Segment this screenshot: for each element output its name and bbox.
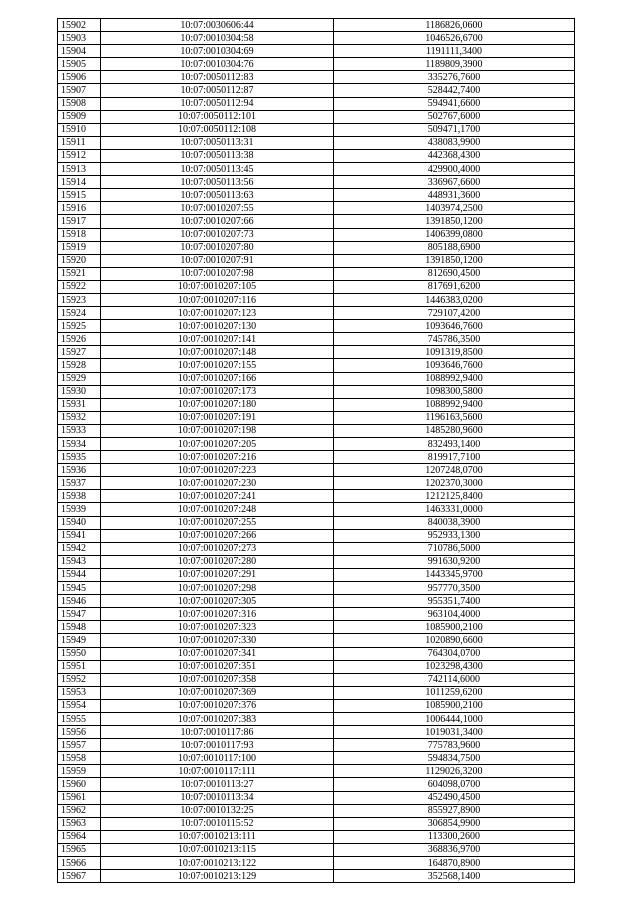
value-cell: 1093646,7600 [334,320,575,333]
table-row [58,123,575,136]
table-row [58,870,575,883]
value-cell: 502767,6000 [334,110,575,123]
table-row [58,58,575,71]
table-row [58,477,575,490]
cadastral-number-cell: 10:07:0010213:122 [101,857,334,870]
value-cell: 604098,0700 [334,778,575,791]
row-number-cell: 15926 [58,333,101,346]
row-number-cell: 15939 [58,503,101,516]
cadastral-number-cell: 10:07:0010304:58 [101,32,334,45]
table-row [58,778,575,791]
cadastral-number-cell: 10:07:0010207:205 [101,438,334,451]
table-row [58,438,575,451]
table-row [58,503,575,516]
value-cell: 1443345,9700 [334,568,575,581]
table-row [58,516,575,529]
value-cell: 1485280,9600 [334,424,575,437]
value-cell: 742114,6000 [334,673,575,686]
value-cell: 1212125,8400 [334,490,575,503]
value-cell: 306854,9900 [334,817,575,830]
table-row [58,595,575,608]
table-row [58,451,575,464]
cadastral-number-cell: 10:07:0010207:383 [101,712,334,725]
value-cell: 509471,1700 [334,123,575,136]
cadastral-number-cell: 10:07:0010117:86 [101,726,334,739]
row-number-cell: 15961 [58,791,101,804]
table-row [58,84,575,97]
cadastral-number-cell: 10:07:0030606:44 [101,19,334,32]
row-number-cell: 15957 [58,739,101,752]
table-row [58,817,575,830]
row-number-cell: 15924 [58,307,101,320]
cadastral-number-cell: 10:07:0050113:45 [101,163,334,176]
value-cell: 1202370,3000 [334,477,575,490]
cadastral-number-cell: 10:07:0010207:266 [101,529,334,542]
cadastral-number-cell: 10:07:0010117:100 [101,752,334,765]
row-number-cell: 15955 [58,712,101,725]
value-cell: 336967,6600 [334,176,575,189]
value-cell: 448931,3600 [334,189,575,202]
value-cell: 594834,7500 [334,752,575,765]
row-number-cell: 15953 [58,686,101,699]
value-cell: 1088992,9400 [334,398,575,411]
cadastral-number-cell: 10:07:0010207:351 [101,660,334,673]
table-row [58,804,575,817]
cadastral-number-cell: 10:07:0010207:376 [101,699,334,712]
value-cell: 1196163,5600 [334,411,575,424]
cadastral-number-cell: 10:07:0010207:216 [101,451,334,464]
row-number-cell: 15962 [58,804,101,817]
value-cell: 710786,5000 [334,542,575,555]
table-body [58,19,575,883]
row-number-cell: 15935 [58,451,101,464]
cadastral-number-cell: 10:07:0010207:358 [101,673,334,686]
cadastral-number-cell: 10:07:0010117:93 [101,739,334,752]
cadastral-number-cell: 10:07:0010207:191 [101,411,334,424]
value-cell: 775783,9600 [334,739,575,752]
table-row [58,202,575,215]
value-cell: 1088992,9400 [334,372,575,385]
table-row [58,215,575,228]
table-row [58,320,575,333]
cadastral-number-cell: 10:07:0010213:129 [101,870,334,883]
cadastral-number-cell: 10:07:0010207:148 [101,346,334,359]
table-row [58,372,575,385]
row-number-cell: 15921 [58,267,101,280]
cadastral-number-cell: 10:07:0010207:298 [101,582,334,595]
cadastral-number-cell: 10:07:0050113:31 [101,136,334,149]
value-cell: 1189809,3900 [334,58,575,71]
cadastral-number-cell: 10:07:0010207:341 [101,647,334,660]
value-cell: 335276,7600 [334,71,575,84]
table-row [58,542,575,555]
value-cell: 1463331,0000 [334,503,575,516]
table-row [58,45,575,58]
cadastral-number-cell: 10:07:0050113:56 [101,176,334,189]
table-row [58,843,575,856]
cadastral-number-cell: 10:07:0010117:111 [101,765,334,778]
value-cell: 805188,6900 [334,241,575,254]
table-row [58,267,575,280]
table-row [58,634,575,647]
value-cell: 164870,8900 [334,857,575,870]
row-number-cell: 15948 [58,621,101,634]
value-cell: 1403974,2500 [334,202,575,215]
value-cell: 817691,6200 [334,280,575,293]
table-row [58,726,575,739]
row-number-cell: 15922 [58,280,101,293]
cadastral-number-cell: 10:07:0010207:291 [101,568,334,581]
value-cell: 840038,3900 [334,516,575,529]
cadastral-number-cell: 10:07:0010207:73 [101,228,334,241]
row-number-cell: 15938 [58,490,101,503]
row-number-cell: 15942 [58,542,101,555]
cadastral-number-cell: 10:07:0010207:273 [101,542,334,555]
table-row [58,293,575,306]
row-number-cell: 15964 [58,830,101,843]
table-row [58,241,575,254]
value-cell: 963104,4000 [334,608,575,621]
row-number-cell: 15940 [58,516,101,529]
cadastral-number-cell: 10:07:0010207:248 [101,503,334,516]
cadastral-number-cell: 10:07:0010207:116 [101,293,334,306]
table-row [58,791,575,804]
table-row [58,228,575,241]
table-row [58,582,575,595]
table-row [58,647,575,660]
value-cell: 1406399,0800 [334,228,575,241]
row-number-cell: 15937 [58,477,101,490]
cadastral-number-cell: 10:07:0010207:305 [101,595,334,608]
table-row [58,752,575,765]
value-cell: 368836,9700 [334,843,575,856]
row-number-cell: 15925 [58,320,101,333]
table-row [58,712,575,725]
row-number-cell: 15920 [58,254,101,267]
table-row [58,660,575,673]
row-number-cell: 15918 [58,228,101,241]
value-cell: 764304,0700 [334,647,575,660]
cadastral-number-cell: 10:07:0010207:369 [101,686,334,699]
value-cell: 1391850,1200 [334,254,575,267]
cadastral-number-cell: 10:07:0010207:66 [101,215,334,228]
row-number-cell: 15909 [58,110,101,123]
table-row [58,555,575,568]
cadastral-number-cell: 10:07:0010207:330 [101,634,334,647]
cadastral-number-cell: 10:07:0010207:316 [101,608,334,621]
value-cell: 957770,3500 [334,582,575,595]
value-cell: 1023298,4300 [334,660,575,673]
value-cell: 1006444,1000 [334,712,575,725]
row-number-cell: 15949 [58,634,101,647]
cadastral-number-cell: 10:07:0010207:98 [101,267,334,280]
value-cell: 812690,4500 [334,267,575,280]
cadastral-number-cell: 10:07:0010213:115 [101,843,334,856]
cadastral-number-cell: 10:07:0010207:130 [101,320,334,333]
row-number-cell: 15906 [58,71,101,84]
table-row [58,673,575,686]
value-cell: 1046526,6700 [334,32,575,45]
row-number-cell: 15956 [58,726,101,739]
value-cell: 955351,7400 [334,595,575,608]
row-number-cell: 15952 [58,673,101,686]
row-number-cell: 15944 [58,568,101,581]
table-row [58,686,575,699]
table-row [58,857,575,870]
table-row [58,568,575,581]
table-row [58,830,575,843]
cadastral-number-cell: 10:07:0050112:87 [101,84,334,97]
table-row [58,32,575,45]
row-number-cell: 15911 [58,136,101,149]
row-number-cell: 15914 [58,176,101,189]
table-row [58,398,575,411]
row-number-cell: 15905 [58,58,101,71]
value-cell: 1129026,3200 [334,765,575,778]
value-cell: 729107,4200 [334,307,575,320]
row-number-cell: 15913 [58,163,101,176]
row-number-cell: 15929 [58,372,101,385]
value-cell: 855927,8900 [334,804,575,817]
table-row [58,529,575,542]
table-row [58,464,575,477]
table-row [58,424,575,437]
table-row [58,346,575,359]
table-row [58,739,575,752]
table-row [58,19,575,32]
row-number-cell: 15951 [58,660,101,673]
table-row [58,163,575,176]
table-row [58,699,575,712]
value-cell: 429900,4000 [334,163,575,176]
value-cell: 745786,3500 [334,333,575,346]
table-row [58,149,575,162]
row-number-cell: 15915 [58,189,101,202]
cadastral-number-cell: 10:07:0010207:230 [101,477,334,490]
cadastral-number-cell: 10:07:0010207:180 [101,398,334,411]
row-number-cell: 15917 [58,215,101,228]
value-cell: 1098300,5800 [334,385,575,398]
value-cell: 819917,7100 [334,451,575,464]
row-number-cell: 15916 [58,202,101,215]
row-number-cell: 15923 [58,293,101,306]
table-row [58,280,575,293]
table-row [58,307,575,320]
row-number-cell: 15954 [58,699,101,712]
table-row [58,359,575,372]
cadastral-number-cell: 10:07:0010207:255 [101,516,334,529]
value-cell: 952933,1300 [334,529,575,542]
cadastral-number-cell: 10:07:0010207:105 [101,280,334,293]
table-row [58,71,575,84]
value-cell: 528442,7400 [334,84,575,97]
value-cell: 1186826,0600 [334,19,575,32]
row-number-cell: 15907 [58,84,101,97]
table-row [58,254,575,267]
value-cell: 1091319,8500 [334,346,575,359]
row-number-cell: 15958 [58,752,101,765]
cadastral-number-cell: 10:07:0010207:55 [101,202,334,215]
cadastral-number-cell: 10:07:0010304:76 [101,58,334,71]
row-number-cell: 15950 [58,647,101,660]
row-number-cell: 15959 [58,765,101,778]
table-row [58,490,575,503]
row-number-cell: 15928 [58,359,101,372]
table-row [58,176,575,189]
cadastral-number-cell: 10:07:0050112:108 [101,123,334,136]
cadastral-number-cell: 10:07:0010207:323 [101,621,334,634]
row-number-cell: 15936 [58,464,101,477]
cadastral-number-cell: 10:07:0010207:223 [101,464,334,477]
row-number-cell: 15960 [58,778,101,791]
document-page [57,18,575,883]
row-number-cell: 15933 [58,424,101,437]
value-cell: 991630,9200 [334,555,575,568]
row-number-cell: 15943 [58,555,101,568]
value-cell: 1019031,3400 [334,726,575,739]
value-cell: 452490,4500 [334,791,575,804]
value-cell: 1093646,7600 [334,359,575,372]
cadastral-number-cell: 10:07:0010207:141 [101,333,334,346]
row-number-cell: 15910 [58,123,101,136]
cadastral-number-cell: 10:07:0010207:155 [101,359,334,372]
table-row [58,411,575,424]
row-number-cell: 15945 [58,582,101,595]
table-row [58,621,575,634]
cadastral-number-cell: 10:07:0050112:101 [101,110,334,123]
cadastral-number-cell: 10:07:0010207:173 [101,385,334,398]
row-number-cell: 15931 [58,398,101,411]
row-number-cell: 15941 [58,529,101,542]
cadastral-number-cell: 10:07:0050113:63 [101,189,334,202]
cadastral-number-cell: 10:07:0010213:111 [101,830,334,843]
table-row [58,765,575,778]
cadastral-number-cell: 10:07:0010207:91 [101,254,334,267]
cadastral-number-cell: 10:07:0050113:38 [101,149,334,162]
value-cell: 1191111,3400 [334,45,575,58]
value-cell: 594941,6600 [334,97,575,110]
row-number-cell: 15912 [58,149,101,162]
row-number-cell: 15930 [58,385,101,398]
table-row [58,333,575,346]
value-cell: 442368,4300 [334,149,575,162]
value-cell: 1446383,0200 [334,293,575,306]
cadastral-value-table [57,18,575,883]
value-cell: 1207248,0700 [334,464,575,477]
cadastral-number-cell: 10:07:0050112:94 [101,97,334,110]
row-number-cell: 15966 [58,857,101,870]
cadastral-number-cell: 10:07:0050112:83 [101,71,334,84]
value-cell: 1011259,6200 [334,686,575,699]
value-cell: 1020890,6600 [334,634,575,647]
value-cell: 113300,2600 [334,830,575,843]
cadastral-number-cell: 10:07:0010207:198 [101,424,334,437]
row-number-cell: 15946 [58,595,101,608]
cadastral-number-cell: 10:07:0010132:25 [101,804,334,817]
table-row [58,136,575,149]
value-cell: 832493,1400 [334,438,575,451]
cadastral-number-cell: 10:07:0010115:52 [101,817,334,830]
row-number-cell: 15902 [58,19,101,32]
value-cell: 1085900,2100 [334,621,575,634]
cadastral-number-cell: 10:07:0010207:241 [101,490,334,503]
value-cell: 438083,9900 [334,136,575,149]
row-number-cell: 15927 [58,346,101,359]
row-number-cell: 15904 [58,45,101,58]
cadastral-number-cell: 10:07:0010207:280 [101,555,334,568]
row-number-cell: 15919 [58,241,101,254]
value-cell: 1085900,2100 [334,699,575,712]
row-number-cell: 15934 [58,438,101,451]
cadastral-number-cell: 10:07:0010304:69 [101,45,334,58]
table-row [58,110,575,123]
row-number-cell: 15967 [58,870,101,883]
row-number-cell: 15965 [58,843,101,856]
value-cell: 352568,1400 [334,870,575,883]
row-number-cell: 15903 [58,32,101,45]
cadastral-number-cell: 10:07:0010207:123 [101,307,334,320]
cadastral-number-cell: 10:07:0010207:80 [101,241,334,254]
table-row [58,189,575,202]
cadastral-number-cell: 10:07:0010207:166 [101,372,334,385]
cadastral-number-cell: 10:07:0010113:34 [101,791,334,804]
table-row [58,608,575,621]
row-number-cell: 15963 [58,817,101,830]
value-cell: 1391850,1200 [334,215,575,228]
row-number-cell: 15947 [58,608,101,621]
row-number-cell: 15908 [58,97,101,110]
cadastral-number-cell: 10:07:0010113:27 [101,778,334,791]
table-row [58,385,575,398]
row-number-cell: 15932 [58,411,101,424]
table-row [58,97,575,110]
